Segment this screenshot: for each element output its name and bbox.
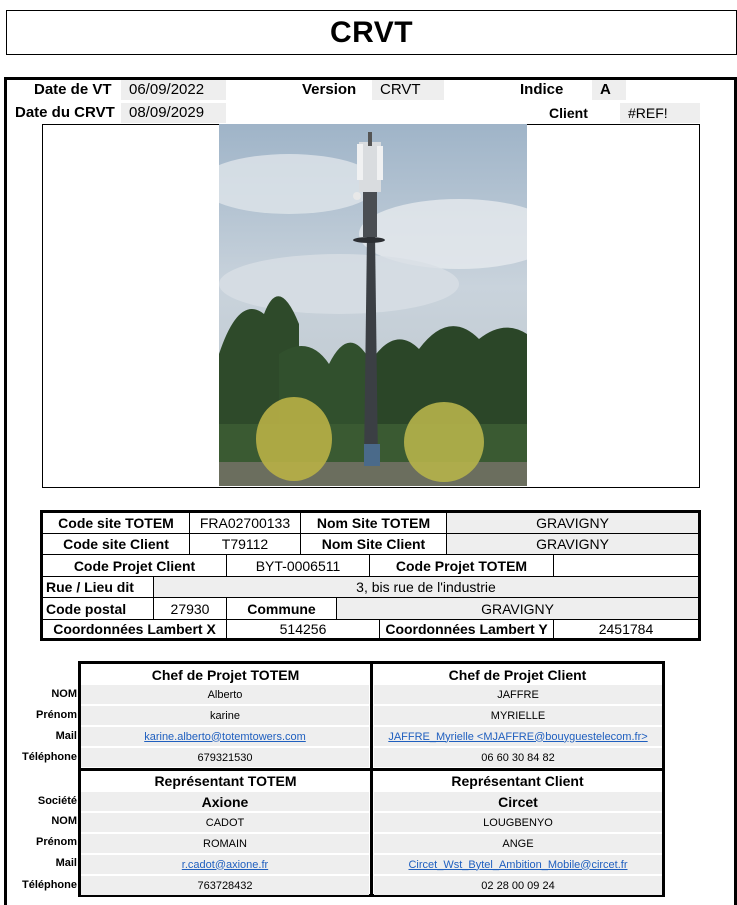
rue-value: 3, bis rue de l'industrie: [153, 577, 698, 597]
indice-value: A: [592, 80, 626, 100]
label-nom-1: NOM: [51, 688, 77, 700]
indice-label: Indice: [520, 81, 564, 98]
tower-photo-image: [219, 124, 527, 486]
label-telephone-2: Téléphone: [21, 879, 77, 891]
chef-client-nom: JAFFRE: [374, 685, 662, 704]
client-label: Client: [549, 105, 588, 121]
rep-client-heading: Représentant Client: [451, 773, 584, 789]
chef-client-mail[interactable]: [374, 727, 662, 746]
nom-site-client-label: Nom Site Client: [300, 534, 446, 554]
site-photo: [219, 124, 527, 486]
code-projet-client-label: Code Projet Client: [73, 557, 196, 574]
date-crvt-value: 08/09/2029: [121, 103, 226, 123]
rep-totem-heading: Représentant TOTEM: [154, 773, 297, 789]
lambert-y-label: Coordonnées Lambert Y: [379, 620, 553, 638]
nom-site-totem-value: GRAVIGNY: [446, 513, 698, 533]
code-projet-totem-label: Code Projet TOTEM: [369, 555, 553, 576]
lambert-y-value: 2451784: [553, 620, 698, 638]
chef-client-mail-link[interactable]: JAFFRE_Myrielle <MJAFFRE@bouyguestelecom.fr>: [388, 730, 648, 743]
code-projet-totem-value: [553, 555, 698, 576]
date-vt-label: Date de VT: [34, 81, 112, 98]
rep-totem-societe: Axione: [81, 792, 369, 811]
contacts-table: [78, 661, 665, 897]
rep-totem-mail[interactable]: [81, 855, 369, 874]
chef-client-heading: Chef de Projet Client: [448, 667, 587, 683]
date-crvt-label: Date du CRVT: [15, 104, 115, 121]
nom-site-totem-label: Nom Site TOTEM: [300, 513, 446, 533]
code-site-client-value: T79112: [189, 534, 300, 554]
chef-totem-prenom: karine: [81, 706, 369, 725]
label-mail-2: Mail: [55, 857, 77, 869]
label-prenom-1: Prénom: [36, 709, 77, 721]
version-value: CRVT: [372, 80, 444, 100]
code-site-totem-label: Code site TOTEM: [58, 515, 174, 531]
label-telephone-1: Téléphone: [21, 751, 77, 763]
rep-client-nom: LOUGBENYO: [374, 813, 662, 832]
chef-client-prenom: MYRIELLE: [374, 706, 662, 725]
chef-totem-mail-link[interactable]: karine.alberto@totemtowers.com: [144, 730, 306, 743]
date-vt-value: 06/09/2022: [121, 80, 226, 100]
commune-label: Commune: [226, 598, 336, 619]
site-info-table: [40, 510, 701, 641]
rue-label: Rue / Lieu dit: [46, 579, 134, 595]
code-postal-value: 27930: [153, 598, 226, 619]
rep-totem-telephone: 763728432: [81, 876, 369, 895]
chef-totem-mail[interactable]: [81, 727, 369, 746]
chef-totem-nom: Alberto: [81, 685, 369, 704]
lambert-x-label: Coordonnées Lambert X: [53, 621, 216, 637]
rep-client-mail[interactable]: [374, 855, 662, 874]
chef-totem-telephone: 679321530: [81, 748, 369, 767]
code-postal-label: Code postal: [46, 600, 127, 617]
code-site-totem-value: FRA02700133: [189, 513, 300, 533]
label-nom-2: NOM: [51, 815, 77, 827]
label-mail-1: Mail: [55, 730, 77, 742]
rep-client-telephone: 02 28 00 09 24: [374, 876, 662, 895]
lambert-x-value: 514256: [226, 620, 379, 638]
commune-value: GRAVIGNY: [336, 598, 698, 619]
client-value: #REF!: [620, 103, 700, 123]
label-societe: Société: [37, 795, 77, 807]
label-prenom-2: Prénom: [36, 836, 77, 848]
chef-client-telephone: 06 60 30 84 82: [374, 748, 662, 767]
chef-totem-heading: Chef de Projet TOTEM: [151, 667, 300, 683]
rep-totem-mail-link[interactable]: r.cadot@axione.fr: [181, 858, 269, 871]
code-site-client-label: Code site Client: [63, 536, 169, 552]
nom-site-client-value: GRAVIGNY: [446, 534, 698, 554]
title-box: [6, 10, 737, 55]
rep-client-societe: Circet: [374, 792, 662, 811]
rep-client-mail-link[interactable]: Circet_Wst_Bytel_Ambition_Mobile@circet.fr: [408, 858, 628, 871]
code-projet-client-value: BYT-0006511: [226, 555, 369, 576]
version-label: Version: [302, 81, 357, 98]
rep-totem-prenom: ROMAIN: [81, 834, 369, 853]
rep-totem-nom: CADOT: [81, 813, 369, 832]
rep-client-prenom: ANGE: [374, 834, 662, 853]
page-title: CRVT: [329, 15, 414, 49]
